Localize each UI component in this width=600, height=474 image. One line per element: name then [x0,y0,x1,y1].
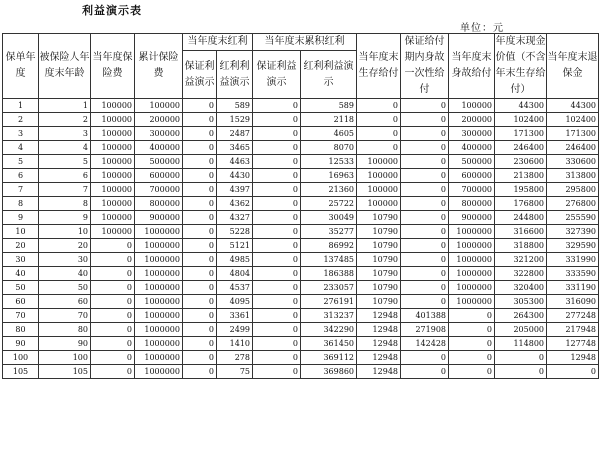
table-cell: 400000 [135,141,183,155]
table-cell: 12948 [357,351,401,365]
table-cell: 0 [401,141,449,155]
table-cell: 0 [401,253,449,267]
table-cell: 100000 [91,211,135,225]
table-cell: 0 [357,141,401,155]
table-cell: 600000 [135,169,183,183]
table-cell: 4430 [217,169,253,183]
table-cell: 10790 [357,295,401,309]
header-insured-age: 被保险人年度末年龄 [39,34,91,99]
table-cell: 589 [217,99,253,113]
table-cell: 10790 [357,211,401,225]
table-cell: 316090 [547,295,599,309]
table-cell: 213800 [495,169,547,183]
table-cell: 0 [495,351,547,365]
table-cell: 60 [39,295,91,309]
table-cell: 1000000 [135,267,183,281]
table-cell: 6 [39,169,91,183]
table-cell: 369860 [301,365,357,379]
table-cell: 333590 [547,267,599,281]
table-cell: 0 [401,169,449,183]
table-cell: 1000000 [135,253,183,267]
table-cell: 0 [91,295,135,309]
table-cell: 9 [39,211,91,225]
table-cell: 30049 [301,211,357,225]
table-cell: 401388 [401,309,449,323]
table-cell: 100000 [357,183,401,197]
table-cell: 171300 [547,127,599,141]
table-cell: 60 [3,295,39,309]
table-cell: 1000000 [449,295,495,309]
table-cell: 0 [401,365,449,379]
table-cell: 100000 [91,197,135,211]
table-cell: 4804 [217,267,253,281]
table-cell: 3465 [217,141,253,155]
table-cell: 100000 [357,169,401,183]
table-cell: 0 [357,99,401,113]
header-policy-year: 保单年度 [3,34,39,99]
table-cell: 0 [183,99,217,113]
table-cell: 4985 [217,253,253,267]
table-cell: 0 [253,141,301,155]
table-cell: 0 [183,309,217,323]
header-lump-sum-death: 保证给付期内身故一次性给付 [401,34,449,99]
table-cell: 321200 [495,253,547,267]
table-cell: 50 [39,281,91,295]
table-cell: 100000 [357,197,401,211]
header-surrender: 当年度末退保金 [547,34,599,99]
table-cell: 10 [3,225,39,239]
table-cell: 327390 [547,225,599,239]
table-cell: 137485 [301,253,357,267]
table-cell: 331190 [547,281,599,295]
table-cell: 8 [39,197,91,211]
table-cell: 0 [183,253,217,267]
table-cell: 0 [401,267,449,281]
table-cell: 1529 [217,113,253,127]
table-cell: 80 [3,323,39,337]
table-cell: 0 [401,183,449,197]
table-cell: 320400 [495,281,547,295]
table-cell: 700000 [135,183,183,197]
table-row [3,351,599,365]
table-row [3,113,599,127]
table-cell: 20 [39,239,91,253]
table-cell: 100000 [91,225,135,239]
table-cell: 4397 [217,183,253,197]
table-cell: 1000000 [135,337,183,351]
table-cell: 16963 [301,169,357,183]
table-cell: 300000 [135,127,183,141]
table-cell: 1000000 [135,239,183,253]
table-cell: 171300 [495,127,547,141]
table-cell: 900000 [135,211,183,225]
table-row [3,127,599,141]
table-body [3,99,599,379]
table-cell: 255590 [547,211,599,225]
table-cell: 0 [183,351,217,365]
table-cell: 3 [3,127,39,141]
table-cell: 361450 [301,337,357,351]
table-row [3,337,599,351]
table-cell: 700000 [449,183,495,197]
header-death-benefit: 当年度末身故给付 [449,34,495,99]
header-cumulative-premium: 累计保险费 [135,34,183,99]
table-cell: 102400 [547,113,599,127]
header-bonus-demo-cumulative: 红利利益演示 [301,51,357,99]
table-cell: 10790 [357,267,401,281]
benefit-table [2,33,599,379]
table-cell: 0 [253,323,301,337]
table-cell: 0 [91,351,135,365]
table-cell: 4327 [217,211,253,225]
table-cell: 100000 [91,99,135,113]
table-cell: 0 [357,127,401,141]
table-cell: 277248 [547,309,599,323]
table-cell: 329590 [547,239,599,253]
table-cell: 0 [401,113,449,127]
table-cell: 276191 [301,295,357,309]
table-row [3,267,599,281]
table-cell: 0 [253,309,301,323]
table-cell: 0 [401,295,449,309]
table-cell: 0 [253,127,301,141]
table-cell: 0 [253,99,301,113]
table-cell: 305300 [495,295,547,309]
table-cell: 75 [217,365,253,379]
table-cell: 100000 [357,155,401,169]
table-cell: 316600 [495,225,547,239]
table-row [3,225,599,239]
table-cell: 313800 [547,169,599,183]
table-cell: 70 [39,309,91,323]
table-cell: 100000 [91,183,135,197]
table-row [3,141,599,155]
table-cell: 90 [3,337,39,351]
table-row [3,99,599,113]
table-cell: 12948 [357,309,401,323]
table-cell: 7 [39,183,91,197]
table-cell: 0 [183,211,217,225]
table-cell: 0 [401,155,449,169]
table-cell: 800000 [135,197,183,211]
table-cell: 0 [253,281,301,295]
table-cell: 25722 [301,197,357,211]
header-bonus-demo: 红利利益演示 [217,51,253,99]
header-survival-benefit: 当年度末生存给付 [357,34,401,99]
table-row [3,239,599,253]
table-cell: 0 [91,337,135,351]
table-cell: 100000 [135,99,183,113]
header-guaranteed-demo-cumulative: 保证利益演示 [253,51,301,99]
table-cell: 200000 [449,113,495,127]
table-cell: 35277 [301,225,357,239]
table-cell: 400000 [449,141,495,155]
table-cell: 4095 [217,295,253,309]
table-cell: 0 [183,239,217,253]
table-row [3,155,599,169]
table-cell: 322800 [495,267,547,281]
table-cell: 100000 [91,141,135,155]
table-cell: 1 [39,99,91,113]
table-cell: 195800 [495,183,547,197]
table-cell: 0 [253,351,301,365]
table-cell: 264300 [495,309,547,323]
table-cell: 0 [183,225,217,239]
table-cell: 1000000 [135,225,183,239]
table-cell: 8070 [301,141,357,155]
table-cell: 44300 [547,99,599,113]
table-cell: 369112 [301,351,357,365]
table-cell: 217948 [547,323,599,337]
table-cell: 1000000 [135,351,183,365]
table-cell: 0 [401,239,449,253]
table-cell: 9 [3,211,39,225]
table-cell: 44300 [495,99,547,113]
table-cell: 100000 [91,155,135,169]
table-cell: 100 [39,351,91,365]
table-cell: 1000000 [135,323,183,337]
table-cell: 10 [39,225,91,239]
header-guaranteed-demo: 保证利益演示 [183,51,217,99]
table-cell: 1000000 [449,281,495,295]
table-cell: 0 [253,155,301,169]
table-row [3,253,599,267]
table-cell: 0 [449,337,495,351]
table-cell: 0 [183,295,217,309]
table-row [3,309,599,323]
table-row [3,197,599,211]
table-cell: 0 [183,183,217,197]
table-cell: 1000000 [135,281,183,295]
table-cell: 0 [253,183,301,197]
table-cell: 0 [449,365,495,379]
table-cell: 0 [401,225,449,239]
table-cell: 244800 [495,211,547,225]
table-cell: 8 [3,197,39,211]
table-cell: 230600 [495,155,547,169]
table-cell: 271908 [401,323,449,337]
table-cell: 0 [183,155,217,169]
table-cell: 0 [253,365,301,379]
table-cell: 100000 [91,127,135,141]
page-title: 利益演示表 [82,4,142,17]
table-cell: 0 [357,113,401,127]
table-cell: 186388 [301,267,357,281]
table-cell: 331990 [547,253,599,267]
table-cell: 0 [91,239,135,253]
table-cell: 0 [253,239,301,253]
table-cell: 0 [183,141,217,155]
header-group-cumulative-bonus: 当年度末累积红利 [253,34,357,51]
table-cell: 1000000 [135,365,183,379]
table-cell: 40 [39,267,91,281]
table-cell: 0 [253,197,301,211]
table-cell: 318800 [495,239,547,253]
table-cell: 900000 [449,211,495,225]
table-cell: 105 [3,365,39,379]
table-cell: 100000 [91,169,135,183]
table-cell: 0 [401,127,449,141]
table-cell: 12948 [547,351,599,365]
table-cell: 0 [495,365,547,379]
table-cell: 0 [449,351,495,365]
table-cell: 100000 [91,113,135,127]
table-cell: 5 [3,155,39,169]
table-cell: 2118 [301,113,357,127]
table-cell: 295800 [547,183,599,197]
table-row [3,295,599,309]
table-cell: 0 [91,365,135,379]
table-row [3,281,599,295]
table-cell: 30 [3,253,39,267]
table-cell: 0 [449,309,495,323]
table-cell: 2487 [217,127,253,141]
table-cell: 12948 [357,323,401,337]
table-cell: 0 [401,351,449,365]
table-cell: 12948 [357,337,401,351]
table-cell: 0 [253,253,301,267]
table-cell: 4463 [217,155,253,169]
table-cell: 313237 [301,309,357,323]
table-cell: 342290 [301,323,357,337]
table-cell: 0 [253,267,301,281]
table-cell: 589 [301,99,357,113]
table-cell: 50 [3,281,39,295]
table-cell: 2 [3,113,39,127]
table-cell: 1000000 [135,309,183,323]
table-cell: 800000 [449,197,495,211]
table-cell: 1410 [217,337,253,351]
table-cell: 0 [91,309,135,323]
table-cell: 10790 [357,281,401,295]
table-cell: 40 [3,267,39,281]
header-annual-premium: 当年度保险费 [91,34,135,99]
table-cell: 105 [39,365,91,379]
table-cell: 0 [183,323,217,337]
table-row [3,365,599,379]
table-cell: 5 [39,155,91,169]
table-cell: 0 [401,99,449,113]
table-cell: 3 [39,127,91,141]
table-cell: 10790 [357,239,401,253]
table-cell: 0 [183,197,217,211]
table-cell: 114800 [495,337,547,351]
table-cell: 0 [253,113,301,127]
table-cell: 0 [183,267,217,281]
table-cell: 30 [39,253,91,267]
table-cell: 246400 [495,141,547,155]
table-cell: 0 [253,211,301,225]
table-cell: 7 [3,183,39,197]
table-cell: 1000000 [449,253,495,267]
table-row [3,183,599,197]
table-cell: 4 [3,141,39,155]
table-cell: 1000000 [135,295,183,309]
table-cell: 0 [183,281,217,295]
table-cell: 5228 [217,225,253,239]
table-cell: 4362 [217,197,253,211]
table-cell: 0 [401,197,449,211]
table-cell: 0 [91,323,135,337]
table-cell: 127748 [547,337,599,351]
table-cell: 80 [39,323,91,337]
table-cell: 276800 [547,197,599,211]
table-cell: 500000 [449,155,495,169]
table-cell: 21360 [301,183,357,197]
table-row [3,169,599,183]
table-cell: 100 [3,351,39,365]
table-cell: 142428 [401,337,449,351]
unit-label: 单位：元 [460,23,504,34]
table-cell: 0 [91,267,135,281]
table-cell: 4605 [301,127,357,141]
table-cell: 10790 [357,253,401,267]
table-cell: 330600 [547,155,599,169]
table-cell: 20 [3,239,39,253]
table-cell: 205000 [495,323,547,337]
table-cell: 4 [39,141,91,155]
table-cell: 176800 [495,197,547,211]
table-row [3,211,599,225]
table-cell: 1 [3,99,39,113]
table-cell: 3361 [217,309,253,323]
table-cell: 4537 [217,281,253,295]
table-cell: 86992 [301,239,357,253]
table-cell: 0 [253,225,301,239]
table-cell: 0 [547,365,599,379]
table-cell: 278 [217,351,253,365]
table-cell: 300000 [449,127,495,141]
table-cell: 0 [183,127,217,141]
table-cell: 0 [449,323,495,337]
table-cell: 5121 [217,239,253,253]
table-cell: 0 [253,295,301,309]
table-cell: 0 [183,113,217,127]
table-cell: 1000000 [449,239,495,253]
table-cell: 0 [183,337,217,351]
table-cell: 0 [91,253,135,267]
table-cell: 6 [3,169,39,183]
table-cell: 12533 [301,155,357,169]
table-cell: 500000 [135,155,183,169]
table-cell: 70 [3,309,39,323]
table-cell: 233057 [301,281,357,295]
table-cell: 246400 [547,141,599,155]
header-group-annual-bonus: 当年度末红利 [183,34,253,51]
table-cell: 2 [39,113,91,127]
table-cell: 10790 [357,225,401,239]
table-row [3,323,599,337]
table-cell: 0 [401,211,449,225]
table-cell: 0 [253,337,301,351]
table-cell: 1000000 [449,225,495,239]
table-cell: 1000000 [449,267,495,281]
table-cell: 0 [183,169,217,183]
table-cell: 12948 [357,365,401,379]
table-cell: 0 [253,169,301,183]
table-cell: 102400 [495,113,547,127]
table-cell: 200000 [135,113,183,127]
header-cash-value: 年度末现金价值（不含年末生存给付） [495,34,547,99]
table-cell: 600000 [449,169,495,183]
table-cell: 100000 [449,99,495,113]
table-cell: 0 [91,281,135,295]
table-cell: 90 [39,337,91,351]
table-cell: 0 [401,281,449,295]
table-cell: 0 [183,365,217,379]
table-cell: 2499 [217,323,253,337]
